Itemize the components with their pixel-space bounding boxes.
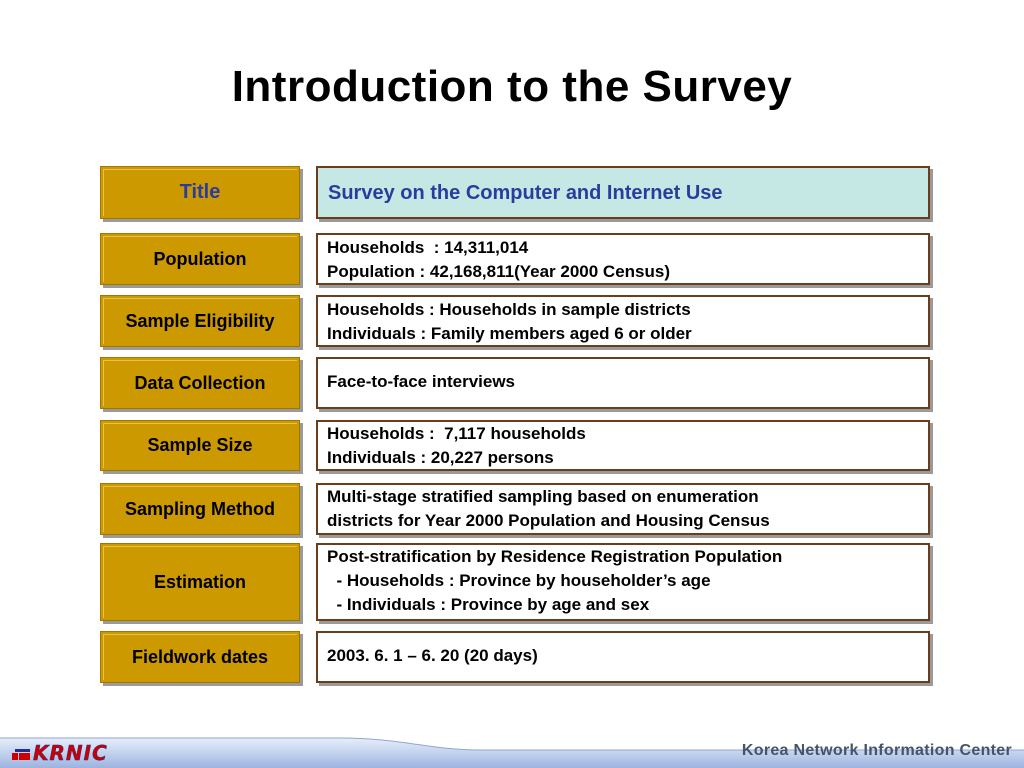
row-label-fieldwork-dates [100, 631, 300, 683]
krnic-logo-text: KRNIC [33, 741, 108, 765]
row-content-estimation [316, 543, 930, 621]
slide-title: Introduction to the Survey [231, 62, 793, 111]
row-content-population [316, 233, 930, 285]
row-label-sampling-method [100, 483, 300, 535]
krnic-logo [12, 742, 108, 764]
row-label-population [100, 233, 300, 285]
row-content-sampling-method [316, 483, 930, 535]
row-label-text: Population [153, 248, 247, 269]
row-label-text: Fieldwork dates [131, 646, 269, 667]
row-label-sample-size [100, 420, 300, 471]
row-content-line: Households : 14,311,014 [327, 238, 529, 257]
survey-title-row [100, 166, 932, 219]
row-label-text: Title [179, 181, 221, 203]
row-label-title [100, 166, 300, 219]
row-content-line: Individuals : 20,227 persons [327, 448, 554, 467]
population-row [100, 233, 932, 285]
row-label-text: Estimation [153, 571, 246, 592]
row-content-sample-size [316, 420, 930, 471]
sampling-method-row [100, 483, 932, 535]
row-content-fieldwork-dates [316, 631, 930, 683]
row-content-line: Households : Households in sample districts [327, 300, 691, 319]
row-content-line: Survey on the Computer and Internet Use [328, 181, 723, 204]
row-label-sample-eligibility [100, 295, 300, 347]
data-collection-row [100, 357, 932, 409]
row-content-line: - Individuals : Province by age and sex [327, 595, 650, 614]
fieldwork-dates-row [100, 631, 932, 683]
row-content-line: Individuals : Family members aged 6 or older [327, 324, 692, 343]
row-label-text: Sample Eligibility [125, 310, 275, 331]
sample-eligibility-row [100, 295, 932, 347]
row-content-data-collection [316, 357, 930, 409]
krnic-logo-mark-icon [12, 746, 30, 760]
row-content-line: districts for Year 2000 Population and Housing Census [327, 511, 770, 530]
footer-organization: Korea Network Information Center [741, 742, 1012, 759]
row-label-data-collection [100, 357, 300, 409]
row-content-line: 2003. 6. 1 – 6. 20 (20 days) [327, 646, 538, 665]
row-content-line: Households : 7,117 households [327, 424, 586, 443]
row-label-text: Sampling Method [125, 498, 275, 519]
row-content-line: Face-to-face interviews [327, 372, 516, 391]
sample-size-row [100, 420, 932, 471]
estimation-row [100, 543, 932, 621]
row-content-line: - Households : Province by householder’s age [327, 571, 711, 590]
row-content-title [316, 166, 930, 219]
row-content-sample-eligibility [316, 295, 930, 347]
row-content-line: Post-stratification by Residence Registration Population [327, 547, 783, 566]
row-label-text: Sample Size [147, 435, 253, 455]
row-content-line: Population : 42,168,811(Year 2000 Census) [327, 262, 670, 281]
row-label-text: Data Collection [134, 372, 266, 393]
row-label-estimation [100, 543, 300, 621]
row-content-line: Multi-stage stratified sampling based on enumeration [327, 487, 759, 506]
